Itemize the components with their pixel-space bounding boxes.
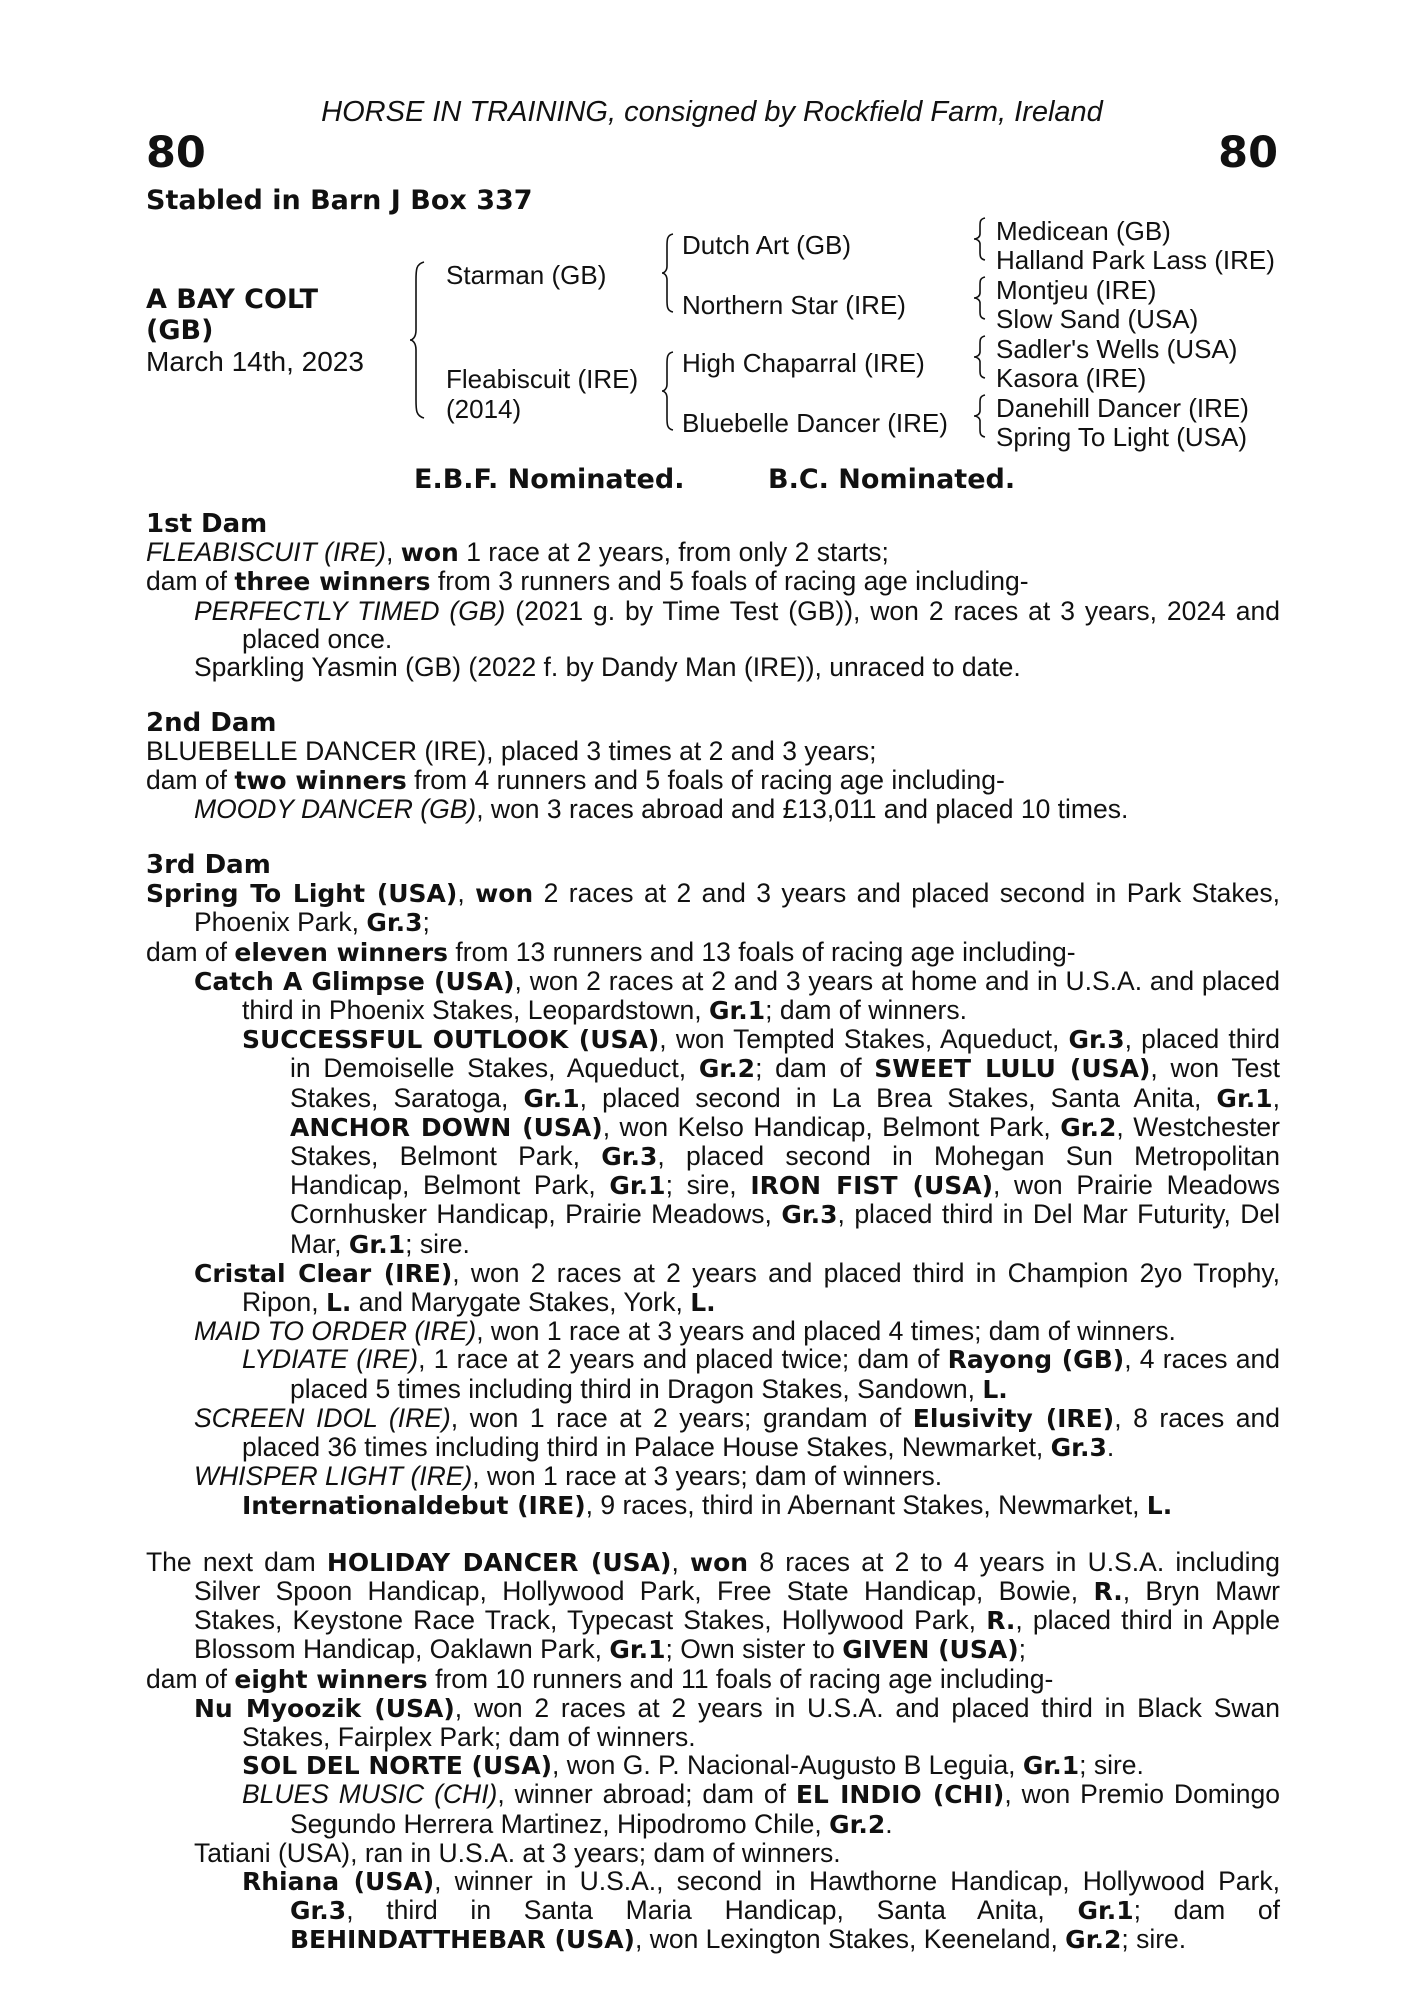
g-brace-3: [972, 334, 988, 380]
third-dam-produce-summary: dam of eleven winners from 13 runners and 13 foals of racing age including-: [146, 936, 1076, 967]
pedigree-g3: Montjeu (IRE): [996, 275, 1157, 305]
produce-entry: PERFECTLY TIMED (GB) (2021 g. by Time Test (GB)), won 2 races at 3 years, 2024 and placed once.: [194, 595, 1280, 654]
foaling-date: March 14th, 2023: [146, 346, 364, 377]
produce-record: [146, 510, 1280, 1955]
first-dam-line: FLEABISCUIT (IRE), won 1 race at 2 years, from only 2 starts;: [146, 537, 889, 568]
pedigree-g1: Medicean (GB): [996, 216, 1171, 246]
produce-entry: BLUES MUSIC (CHI), winner abroad; dam of EL INDIO (CHI), won Premio Domingo Segundo Herrera Martinez, Hipodromo Chile, Gr.2.: [242, 1779, 1280, 1839]
second-dam-title: 2nd Dam: [146, 708, 277, 739]
dam-line-brace: [660, 350, 676, 432]
g-brace-4: [972, 393, 988, 439]
produce-entry: Tatiani (USA), ran in U.S.A. at 3 years; dam of winners.: [194, 1837, 841, 1868]
g-brace-1: [972, 216, 988, 262]
pedigree-g6: Kasora (IRE): [996, 363, 1147, 393]
pedigree-dam-year: (2014): [446, 394, 522, 424]
produce-entry: Nu Myoozik (USA), won 2 races at 2 years in U.S.A. and placed third in Black Swan Stakes, Fairplex Park; dam of winners.: [194, 1692, 1280, 1752]
horse-name: A BAY COLT: [146, 284, 319, 315]
consignor-line: HORSE IN TRAINING, consigned by Rockfield Farm, Ireland: [321, 96, 1103, 128]
next-dam-line: The next dam HOLIDAY DANCER (USA), won 8 races at 2 to 4 years in U.S.A. including Silver Spoon Handicap, Hollywood Park, Free State Handicap, Bowie, R., Bryn Mawr Stakes, Keystone Race Track, Typecast Stakes, Hollywood Park, R., placed third in Apple Blossom Handicap, Oaklawn Park, Gr.1; Own sister to GIVEN (USA);: [146, 1546, 1280, 1665]
sire-dam-brace: [408, 260, 428, 420]
stabled-location: Stabled in Barn J Box 337: [146, 185, 533, 216]
produce-entry: SCREEN IDOL (IRE), won 1 race at 2 years; grandam of Elusivity (IRE), 8 races and placed 36 times including third in Palace House Stakes, Newmarket, Gr.3.: [194, 1402, 1280, 1463]
ebf-nominated: E.B.F. Nominated.: [414, 464, 685, 495]
produce-entry: MOODY DANCER (GB), won 3 races abroad and £13,011 and placed 10 times.: [194, 793, 1129, 824]
produce-entry: SUCCESSFUL OUTLOOK (USA), won Tempted Stakes, Aqueduct, Gr.3, placed third in Demoiselle Stakes, Aqueduct, Gr.2; dam of SWEET LULU (USA), won Test Stakes, Saratoga, Gr.1, placed second in La Brea Stakes, Santa Anita, Gr.1, ANCHOR DOWN (USA), won Kelso Handicap, Belmont Park, Gr.2, Westchester Stakes, Belmont Park, Gr.3, placed second in Mohegan Sun Metropolitan Handicap, Belmont Park, Gr.1; sire, IRON FIST (USA), won Prairie Meadows Cornhusker Handicap, Prairie Meadows, Gr.3, placed third in Del Mar Futurity, Del Mar, Gr.1; sire.: [242, 1024, 1281, 1259]
produce-entry: LYDIATE (IRE), 1 race at 2 years and placed twice; dam of Rayong (GB), 4 races and placed 5 times including third in Dragon Stakes, Sandown, L.: [242, 1344, 1280, 1404]
pedigree-g2: Halland Park Lass (IRE): [996, 245, 1275, 275]
produce-entry: SOL DEL NORTE (USA), won G. P. Nacional-Augusto B Leguia, Gr.1; sire.: [242, 1750, 1144, 1781]
pedigree-sire: Starman (GB): [446, 260, 607, 290]
horse-identity: [146, 284, 364, 377]
produce-entry: Sparkling Yasmin (GB) (2022 f. by Dandy Man (IRE)), unraced to date.: [194, 652, 1021, 683]
second-dam-produce-summary: dam of two winners from 4 runners and 5 foals of racing age including-: [146, 764, 1005, 795]
pedigree-sire-sire: Dutch Art (GB): [682, 230, 852, 260]
g-brace-2: [972, 275, 988, 321]
pedigree-g8: Spring To Light (USA): [996, 422, 1247, 452]
produce-entry: Rhiana (USA), winner in U.S.A., second in Hawthorne Handicap, Hollywood Park, Gr.3, third in Santa Maria Handicap, Santa Anita, Gr.1; dam of BEHINDATTHEBAR (USA), won Lexington Stakes, Keeneland, Gr.2; sire.: [242, 1865, 1280, 1955]
sire-line-brace: [660, 232, 676, 314]
third-dam-line: Spring To Light (USA), won 2 races at 2 and 3 years and placed second in Park Stakes, Phoenix Park, Gr.3;: [146, 878, 1280, 938]
produce-entry: MAID TO ORDER (IRE), won 1 race at 3 years and placed 4 times; dam of winners.: [194, 1316, 1176, 1347]
lot-number-right: 80: [1218, 128, 1278, 178]
bc-nominated: B.C. Nominated.: [768, 464, 1016, 495]
pedigree-dam-sire: High Chaparral (IRE): [682, 348, 925, 378]
second-dam-line: BLUEBELLE DANCER (IRE), placed 3 times at 2 and 3 years;: [146, 736, 877, 767]
first-dam-produce-summary: dam of three winners from 3 runners and 5 foals of racing age including-: [146, 566, 1029, 597]
pedigree-g5: Sadler's Wells (USA): [996, 334, 1238, 364]
pedigree-dam-dam: Bluebelle Dancer (IRE): [682, 408, 948, 438]
third-dam-title: 3rd Dam: [146, 850, 271, 881]
horse-country: (GB): [146, 315, 214, 346]
produce-entry: Catch A Glimpse (USA), won 2 races at 2 and 3 years at home and in U.S.A. and placed third in Phoenix Stakes, Leopardstown, Gr.1; dam of winners.: [194, 965, 1280, 1026]
produce-entry: WHISPER LIGHT (IRE), won 1 race at 3 years; dam of winners.: [194, 1461, 943, 1492]
next-dam-produce-summary: dam of eight winners from 10 runners and 11 foals of racing age including-: [146, 1663, 1054, 1694]
pedigree-g4: Slow Sand (USA): [996, 304, 1199, 334]
produce-entry: Internationaldebut (IRE), 9 races, third in Abernant Stakes, Newmarket, L.: [242, 1489, 1173, 1520]
pedigree-dam: Fleabiscuit (IRE): [446, 364, 639, 394]
produce-entry: Cristal Clear (IRE), won 2 races at 2 years and placed third in Champion 2yo Trophy, Ripon, L. and Marygate Stakes, York, L.: [194, 1257, 1280, 1318]
first-dam-title: 1st Dam: [146, 509, 268, 539]
pedigree-g7: Danehill Dancer (IRE): [996, 393, 1249, 423]
lot-number-left: 80: [146, 128, 206, 178]
pedigree-sire-dam: Northern Star (IRE): [682, 290, 906, 320]
